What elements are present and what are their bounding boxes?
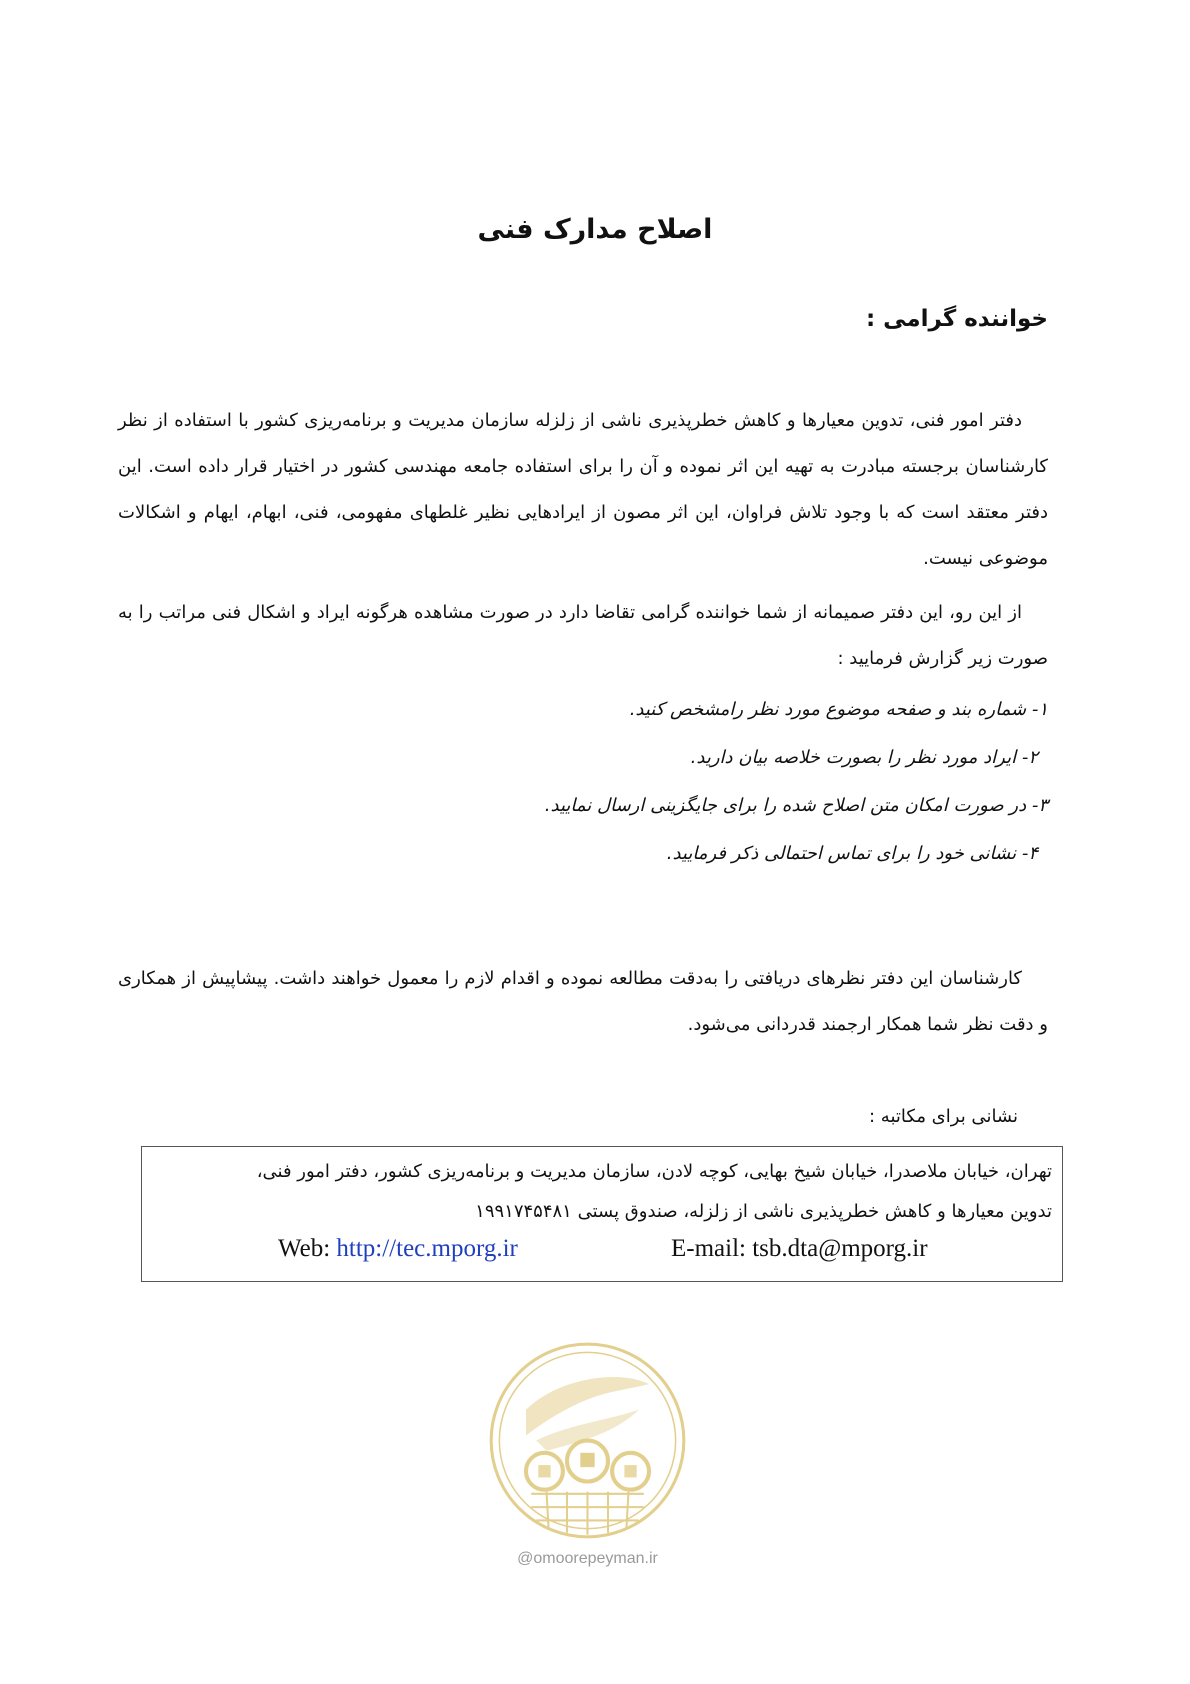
email-contact — [671, 1235, 928, 1263]
request-paragraph-text: از این رو، این دفتر صمیمانه از شما خواننده گرامی تقاضا دارد در صورت مشاهده هرگونه ایراد و اشکال فنی مراتب را به صورت زیر گزارش فرمایید : — [118, 602, 1048, 669]
list-item: ۴- نشانی خود را برای تماس احتمالی ذکر فرمایید. — [666, 843, 1038, 864]
intro-paragraph — [118, 398, 1048, 582]
closing-paragraph — [118, 956, 1048, 1048]
address-line-2: تدوین معیارها و کاهش خطرپذیری ناشی از زلزله، صندوق پستی ۱۹۹۱۷۴۵۴۸۱ — [475, 1201, 1052, 1222]
web-link[interactable]: http://tec.mporg.ir — [336, 1235, 518, 1262]
web-label: Web: — [278, 1235, 337, 1262]
list-item: ۱- شماره بند و صفحه موضوع مورد نظر رامشخص کنید. — [629, 699, 1048, 720]
omoorepeyman-logo-icon — [485, 1338, 690, 1543]
email-label: E-mail: — [671, 1235, 753, 1262]
contact-row — [142, 1235, 1062, 1271]
address-box — [141, 1146, 1063, 1282]
closing-paragraph-text: کارشناسان این دفتر نظرهای دریافتی را به‌دقت مطالعه نموده و اقدام لازم را معمول خواهند داشت. پیشاپیش از همکاری و دقت نظر شما همکار ارجمند قدردانی می‌شود. — [118, 968, 1048, 1035]
logo-caption: @omoorepeyman.ir — [517, 1550, 658, 1567]
list-item: ۲- ایراد مورد نظر را بصورت خلاصه بیان دارید. — [690, 747, 1038, 768]
email-value[interactable]: tsb.dta@mporg.ir — [752, 1235, 928, 1262]
page-title: اصلاح مدارک فنی — [477, 214, 713, 245]
salutation: خواننده گرامی : — [865, 306, 1048, 332]
request-paragraph — [118, 590, 1048, 682]
list-item: ۳- در صورت امکان متن اصلاح شده را برای جایگزینی ارسال نمایید. — [544, 795, 1048, 816]
address-line-1: تهران، خیابان ملاصدرا، خیابان شیخ بهایی، کوچه لادن، سازمان مدیریت و برنامه‌ریزی کشور، دفتر امور فنی، — [256, 1161, 1052, 1182]
address-label: نشانی برای مکاتبه : — [869, 1106, 1018, 1127]
intro-paragraph-text: دفتر امور فنی، تدوین معیارها و کاهش خطرپذیری ناشی از زلزله سازمان مدیریت و برنامه‌ریزی کشور با استفاده از نظر کارشناسان برجسته مبادرت به تهیه این اثر نموده و آن را برای استفاده جامعه مهندسی کشور در اختیار قرار داده است. این دفتر معتقد است که با وجود تلاش فراوان، این اثر مصون از ایرادهایی نظیر غلطهای مفهومی، فنی، ابهام، ایهام و اشکالات موضوعی نیست. — [118, 410, 1048, 569]
web-contact — [278, 1235, 518, 1263]
instructions-list — [348, 686, 1048, 878]
